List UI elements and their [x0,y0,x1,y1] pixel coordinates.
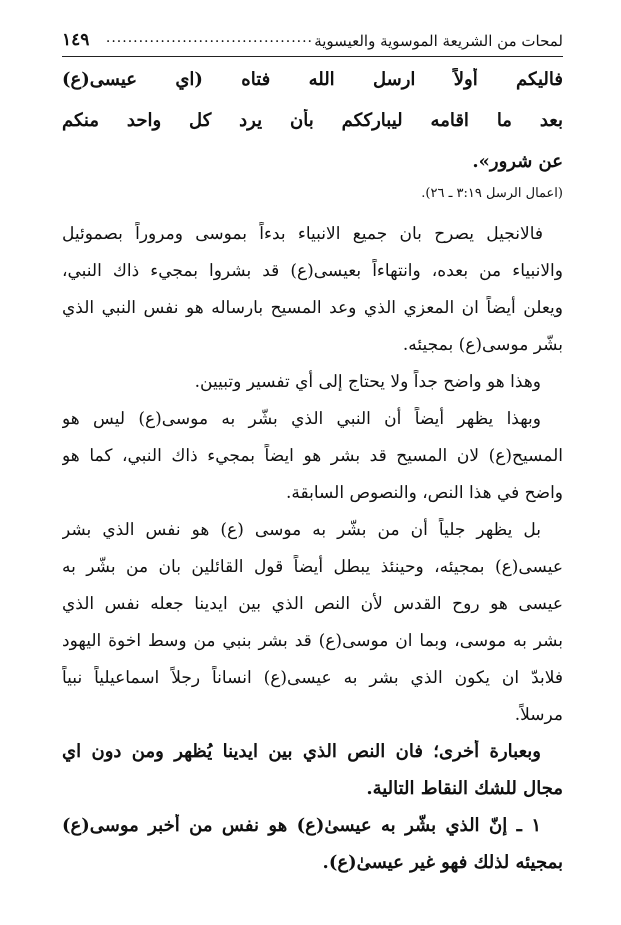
quote-line-3: عن شرور». [472,151,563,172]
paragraph-line: بشر به موسى، وبما ان موسى(ع) قد بشر بنبي من وسط اخوة اليهود [62,631,563,651]
header-title: لمحات من الشريعة الموسوية والعيسوية [314,32,563,50]
citation: (اعمال الرسل ٣:١٩ ـ ٢٦). [421,186,563,201]
paragraph-line: عيسى(ع) بمجيئه، وحينئذ يبطل أيضاً قول القائلين بان من بشّر به [62,557,563,577]
quote-line-1: فاليكم أولاً ارسل الله فتاه (اي عيسى(ع) [62,69,563,90]
paragraph-line: عيسى هو روح القدس لأن النص الذي بين ايدينا جعله نفس الذي [62,594,563,614]
paragraph-line: ويعلن أيضاً ان المعزي الذي وعد المسيح بارساله هو نفس النبي الذي [62,298,563,318]
quote-line-2: بعد ما اقامه ليبارككم بأن يرد كل واحد منكم [62,110,563,131]
paragraph-line: مرسلاً. [514,705,563,725]
list-item-line: ١ ـ إنّ الذي بشّر به عيسىٰ(ع) هو نفس من أخبر موسى(ع) [62,815,541,836]
header-dot-leader: ...................................... [105,30,313,46]
list-item-line: بمجيئه لذلك فهو غير عيسىٰ(ع). [322,852,563,873]
paragraph-line: والانبياء من بعده، وانتهاءاً بعيسى(ع) قد بشروا بمجيء ذاك النبي، [62,261,563,281]
paragraph-line: واضح في هذا النص، والنصوص السابقة. [285,483,563,503]
paragraph-line: وبعبارة أُخرى؛ فان النص الذي بين ايدينا يُظهر ومن دون اي [62,741,541,762]
paragraph-line: وهذا هو واضح جداً ولا يحتاج إلى أي تفسير وتبيين. [194,372,541,392]
page-number: ١٤٩ [62,30,90,50]
paragraph-line: المسيح(ع) لان المسيح قد بشر هو ايضاً بمجيء ذاك النبي، كما هو [62,446,563,466]
paragraph-line: فالانجيل يصرح بان جميع الانبياء بدءاً بموسى ومروراً بصموئيل [62,224,543,244]
paragraph-line: وبهذا يظهر أيضاً أن النبي الذي بشّر به موسى(ع) ليس هو [62,409,541,429]
paragraph-line: فلابدّ ان يكون الذي بشر به عيسى(ع) انساناً رجلاً اسماعيلياً نبياً [62,668,563,688]
running-header [62,30,563,57]
paragraph-line: بل يظهر جلياً أن من بشّر به موسى (ع) هو نفس الذي بشر [62,520,541,540]
paragraph-line: مجال للشك النقاط التالية. [366,778,563,799]
paragraph-line: بشّر موسى(ع) بمجيئه. [402,335,563,355]
